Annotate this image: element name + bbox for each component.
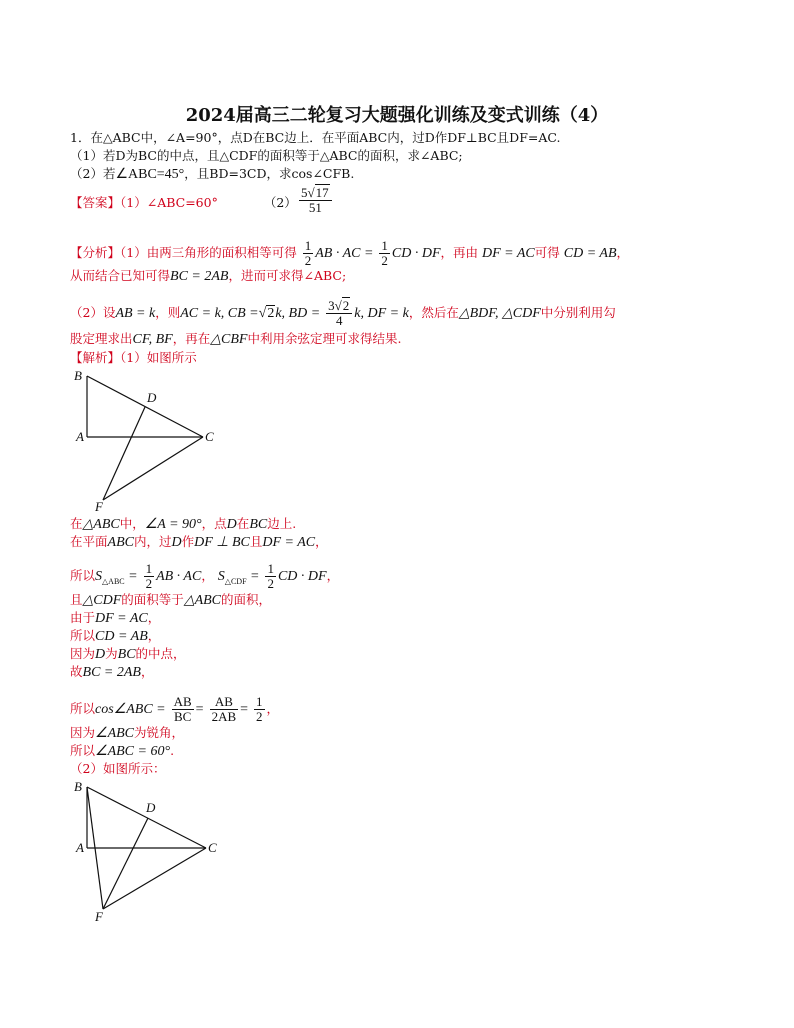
frac-num: AB [210,695,239,710]
math-expr: CD · DF [391,246,441,261]
math-expr: AB · AC [156,569,202,584]
solution-text: 边上. [267,516,297,531]
answer-line [70,195,297,211]
radicand: 2 [342,298,350,313]
solution-text: 中， [119,516,145,531]
math-expr: BC = 2AB [82,665,141,680]
subscript: △ABC [102,576,125,586]
solution-text: 且 [249,534,263,549]
frac-num: 1 [145,561,153,576]
solution-text: ， [140,664,154,679]
analysis-text: 可得 [534,245,560,260]
solution-text: ， [326,568,340,583]
analysis-text: ，再由 [440,245,479,260]
solution-text: 因为 [70,725,96,740]
math-expr: △ABC [82,517,120,532]
math-expr: DF = AC [95,611,148,626]
solution-text: 的面积等于 [121,592,184,607]
solution-line-8 [70,664,153,681]
solution-text: 为锐角， [134,725,185,740]
figure-2-triangle [68,778,228,926]
label-B: B [74,368,82,383]
label-A: A [76,840,84,855]
math-expr: ∠ABC [95,726,135,741]
equals-sign: = [240,702,249,717]
math-S: $S_{\triangle ABC}$ = [95,569,138,586]
solution-line-2 [70,534,328,551]
analysis-line-2 [70,268,346,285]
fraction-half [303,239,314,268]
fraction-AB-over-2AB [210,695,239,724]
frac-den: 2 [267,576,274,591]
math-expr: AB = k [115,306,156,321]
problem-stem [70,130,560,146]
math-expr: BC = 2AB [170,269,229,284]
solution-line-10 [70,725,184,742]
label-A: A [76,429,84,444]
problem-number: 1． [70,130,91,145]
solution-line-5 [70,610,160,627]
solution-text: 故 [70,664,83,679]
analysis-text: 从而结合已知可得 [70,268,171,283]
solution-text: ， [147,628,161,643]
math-expr: BC [117,647,136,662]
frac-den: 2 [304,253,312,268]
fraction-half [254,695,265,724]
solution-text: . [170,743,175,758]
analysis-text: ，则 [155,305,181,320]
answer-label: 【答案】 [70,195,121,210]
answer-part2: （2） [263,195,297,210]
math-expr: CD = AB [95,629,148,644]
fraction-half [144,562,155,591]
answer-frac-radicand: 17 [315,185,329,200]
frac-den: 2 [145,576,153,591]
solution-text: 所以 [70,628,96,643]
solution-text: 在 [70,516,83,531]
segment-BC [87,787,206,848]
label-F: F [95,499,103,514]
q2-math: ∠ABC=45° [115,167,185,182]
solution-line-1 [70,516,296,533]
answer-part1: （1）∠ABC=60° [120,195,218,210]
math-expr: ∠A = 90° [144,517,202,532]
math-expr: CD = AB [563,246,617,261]
math-expr: △ABC [183,593,222,608]
frac-num: AB [173,694,192,709]
solution-text: 所以 [70,568,96,583]
solution-intro: （1）如图所示 [120,350,197,365]
solution-text: 内，过 [133,534,172,549]
frac-num: 1 [267,561,274,576]
math-expr: DF = AC [262,535,316,550]
q2-suffix: ，且BD=3CD，求cos∠CFB. [184,166,355,181]
frac-coef: 3 [328,298,335,313]
math-expr: DF ⊥ BC [194,535,250,550]
label-C: C [205,429,214,444]
fraction-half [265,562,276,591]
analysis-text: 股定理求出 [70,331,133,346]
problem-stem-text: 在△ABC中，∠A=90°，点D在BC边上．在平面ABC内，过D作DF⊥BC且DF=AC. [90,130,561,145]
math-expr: BC [249,517,268,532]
frac-den: 2 [381,253,388,268]
analysis-text: （2）设 [70,305,116,320]
solution-line-4 [70,592,271,609]
analysis-text: 中利用余弦定理可求得结果. [247,331,402,346]
equals-sign: = [195,702,204,717]
solution-line-7 [70,646,186,663]
analysis-text: ， [616,245,630,260]
math-expr: CF, BF [132,332,173,347]
solution-label: 【解析】 [70,350,121,365]
solution-text: ，点 [201,516,227,531]
label-F: F [95,909,103,924]
solution-text: 在平面 [70,534,108,549]
answer-fraction: $\frac{5√17}{51}$ [299,186,332,215]
solution-text: 在 [236,516,250,531]
math-expr: k, BD = [275,306,321,321]
math-expr: △CBF [210,332,248,347]
solution-line-3: 所以$S_{\triangle ABC}$ = $\frac{1}{2}$ AB · AC， $S_{\triangle CDF}$ = $\frac{1}{2}$ CD · DF， [70,561,340,591]
solution-text: 所以 [70,701,96,716]
math-expr: AB · AC = [315,246,374,261]
solution-header [70,350,197,366]
segment-BC [87,376,203,437]
fraction-3sqrt2-over-4: $\frac{3√2}{4}$ [326,299,352,328]
frac-num: 1 [304,238,312,253]
math-expr: DF = AC [482,246,535,261]
analysis-line-1 [70,239,629,268]
label-D: D [147,390,157,405]
problem-question-1: （1）若D为BC的中点，且△CDF的面积等于△ABC的面积，求∠ABC; [70,148,463,163]
math-expr: ABC [107,535,134,550]
math-S: $S_{\triangle CDF}$ = [217,569,260,586]
solution-text: 为 [105,646,118,661]
math-expr: cos∠ABC = [95,702,166,717]
frac-den: 4 [335,313,343,328]
math-expr: ∠ABC = 60° [95,744,171,759]
sqrt-two: √2 [258,306,275,321]
segment-FC [103,437,203,500]
label-B: B [74,779,82,794]
label-D: D [146,800,156,815]
solution-text: 作 [181,534,195,549]
problem-question-2 [70,166,354,183]
analysis-label: 【分析】 [70,245,121,260]
frac-den: 2AB [211,709,237,724]
document-title: 2024届高三二轮复习大题强化训练及变式训练（4） [185,105,609,126]
frac-den: BC [173,709,192,724]
math-expr: AC = k, CB = [180,306,259,321]
math-expr: k, DF = k [354,306,409,321]
solution-line-9 [70,695,279,724]
frac-den: 2 [256,709,263,724]
solution-text: 且 [70,592,83,607]
solution-line-6 [70,628,160,645]
analysis-text: ，然后在 [408,305,459,320]
solution-text: 因为 [70,646,96,661]
solution-text: 由于 [70,610,96,625]
solution-text: 所以 [70,743,96,758]
figure-1-triangle [68,366,228,516]
solution-text: 的中点， [135,646,186,661]
frac-num: 1 [256,694,263,709]
answer-frac-den: 51 [308,200,322,215]
subscript: △CDF [224,576,247,586]
analysis-line-4 [70,331,401,348]
math-expr: D [171,535,182,550]
analysis-text: 中分别利用勾 [540,305,616,320]
analysis-text: ，再在 [172,331,211,346]
segment-DF [103,407,145,500]
analysis-text: （1）由两三角形的面积相等可得 [120,245,297,260]
q2-prefix: （2）若 [70,166,116,181]
math-expr: △CDF [82,593,122,608]
solution-line-11 [70,743,174,760]
analysis-text: ，进而可求得∠ABC; [228,268,347,283]
radicand: 2 [267,306,275,321]
answer-frac-coef: 5 [301,185,308,200]
solution-text: ， [147,610,161,625]
math-expr: △BDF, △CDF [458,306,541,321]
math-expr: D [226,517,237,532]
fraction-AB-over-BC [172,695,194,724]
frac-num: 1 [381,238,388,253]
solution-part2-header: （2）如图所示： [70,761,166,776]
math-expr: D [95,647,106,662]
fraction-half [379,239,390,268]
solution-text: 的面积， [221,592,272,607]
label-C: C [208,840,217,855]
analysis-line-3 [70,299,616,328]
solution-text: ， [315,534,328,549]
math-expr: CD · DF [277,569,327,584]
solution-text: ， [266,701,280,716]
